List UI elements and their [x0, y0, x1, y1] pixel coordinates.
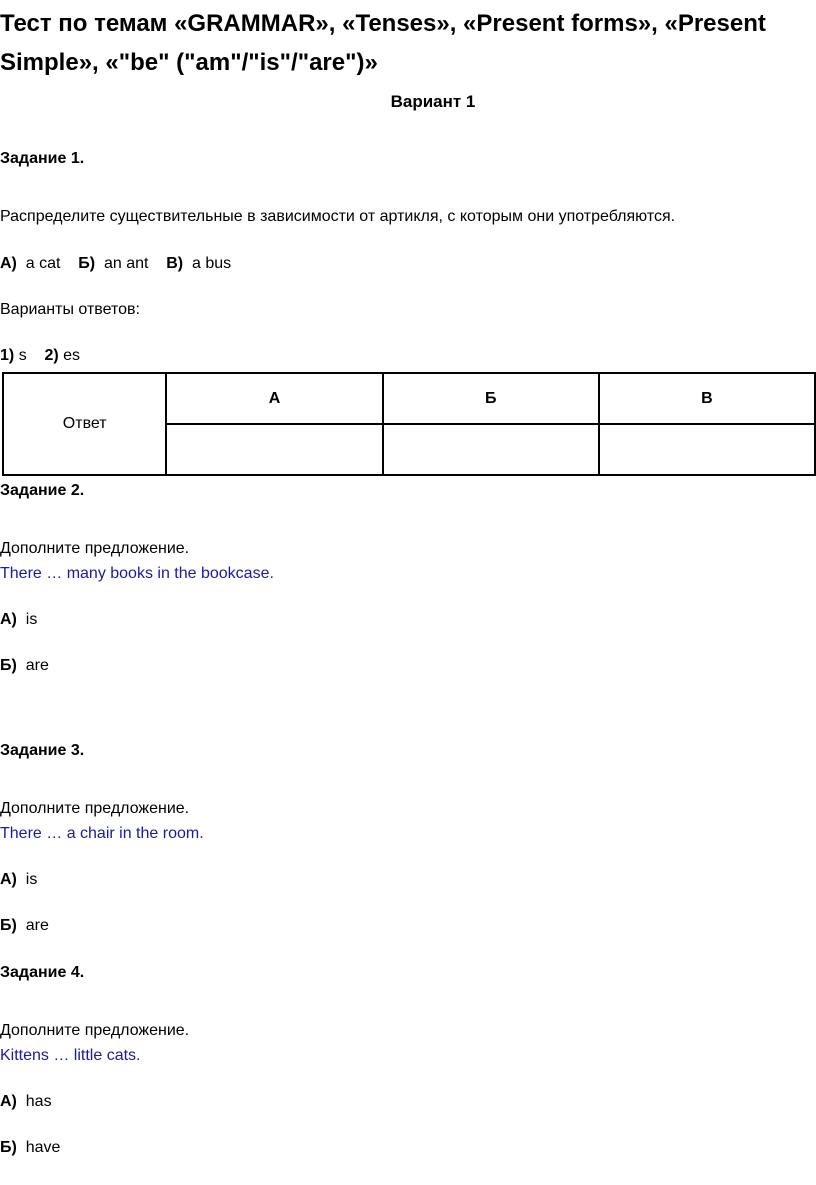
page-title: Тест по темам «GRAMMAR», «Tenses», «Present forms», «Present Simple», «"be" ("am"/"is"/"are")»: [0, 10, 766, 76]
item-label: В): [166, 255, 184, 272]
task1-item-c: [166, 255, 231, 273]
item-text: a bus: [192, 255, 232, 272]
item-text: an ant: [103, 255, 149, 272]
task4-option-b: [0, 1139, 60, 1157]
task3-instruction: Дополните предложение.: [0, 800, 190, 817]
answer-label: 2): [44, 347, 59, 364]
variant-title: Вариант 1: [390, 92, 476, 111]
option-label: Б): [0, 917, 17, 934]
answer-cell-b[interactable]: [383, 424, 599, 475]
task3-heading: Задание 3.: [0, 742, 85, 759]
option-label: Б): [0, 657, 17, 674]
answer-row-label: Ответ: [3, 373, 166, 475]
task2-option-b: [0, 657, 49, 675]
option-text: is: [25, 871, 38, 888]
answer-cell-v[interactable]: [599, 424, 815, 475]
task4-instruction: Дополните предложение.: [0, 1022, 190, 1039]
answer-text: es: [63, 347, 81, 364]
column-header-a: А: [166, 373, 382, 424]
task3-option-b: [0, 917, 49, 935]
option-label: А): [0, 611, 17, 628]
item-label: Б): [78, 255, 96, 272]
answer-text: s: [18, 347, 27, 364]
option-label: А): [0, 1093, 17, 1110]
option-text: are: [25, 917, 49, 934]
answer-cell-a[interactable]: [166, 424, 382, 475]
task1-instruction: Распределите существительные в зависимости от артикля, с которым они употребляются.: [0, 208, 676, 225]
task3-sentence: There … a chair in the room.: [0, 825, 204, 842]
task1-item-b: [78, 255, 148, 273]
task2-heading: Задание 2.: [0, 482, 85, 499]
option-text: are: [25, 657, 49, 674]
task1-item-a: [0, 255, 60, 273]
task2-instruction: Дополните предложение.: [0, 540, 190, 557]
column-header-b: Б: [383, 373, 599, 424]
task1-items: [0, 255, 231, 273]
item-label: А): [0, 255, 17, 272]
option-text: have: [25, 1139, 61, 1156]
option-text: has: [25, 1093, 52, 1110]
task4-heading: Задание 4.: [0, 964, 85, 981]
task4-sentence: Kittens … little cats.: [0, 1047, 141, 1064]
answer-table: [2, 372, 816, 476]
option-text: is: [25, 611, 38, 628]
answer-label: 1): [0, 347, 15, 364]
column-header-v: В: [599, 373, 815, 424]
answers-caption: Варианты ответов:: [0, 301, 140, 318]
task2-option-a: [0, 611, 37, 629]
option-label: А): [0, 871, 17, 888]
task1-answers: [0, 347, 80, 365]
option-label: Б): [0, 1139, 17, 1156]
task3-option-a: [0, 871, 37, 889]
task4-option-a: [0, 1093, 52, 1111]
item-text: a cat: [25, 255, 61, 272]
answer-option-1: [0, 347, 27, 365]
task1-heading: Задание 1.: [0, 150, 85, 167]
answer-option-2: [44, 347, 80, 365]
task2-sentence: There … many books in the bookcase.: [0, 565, 274, 582]
